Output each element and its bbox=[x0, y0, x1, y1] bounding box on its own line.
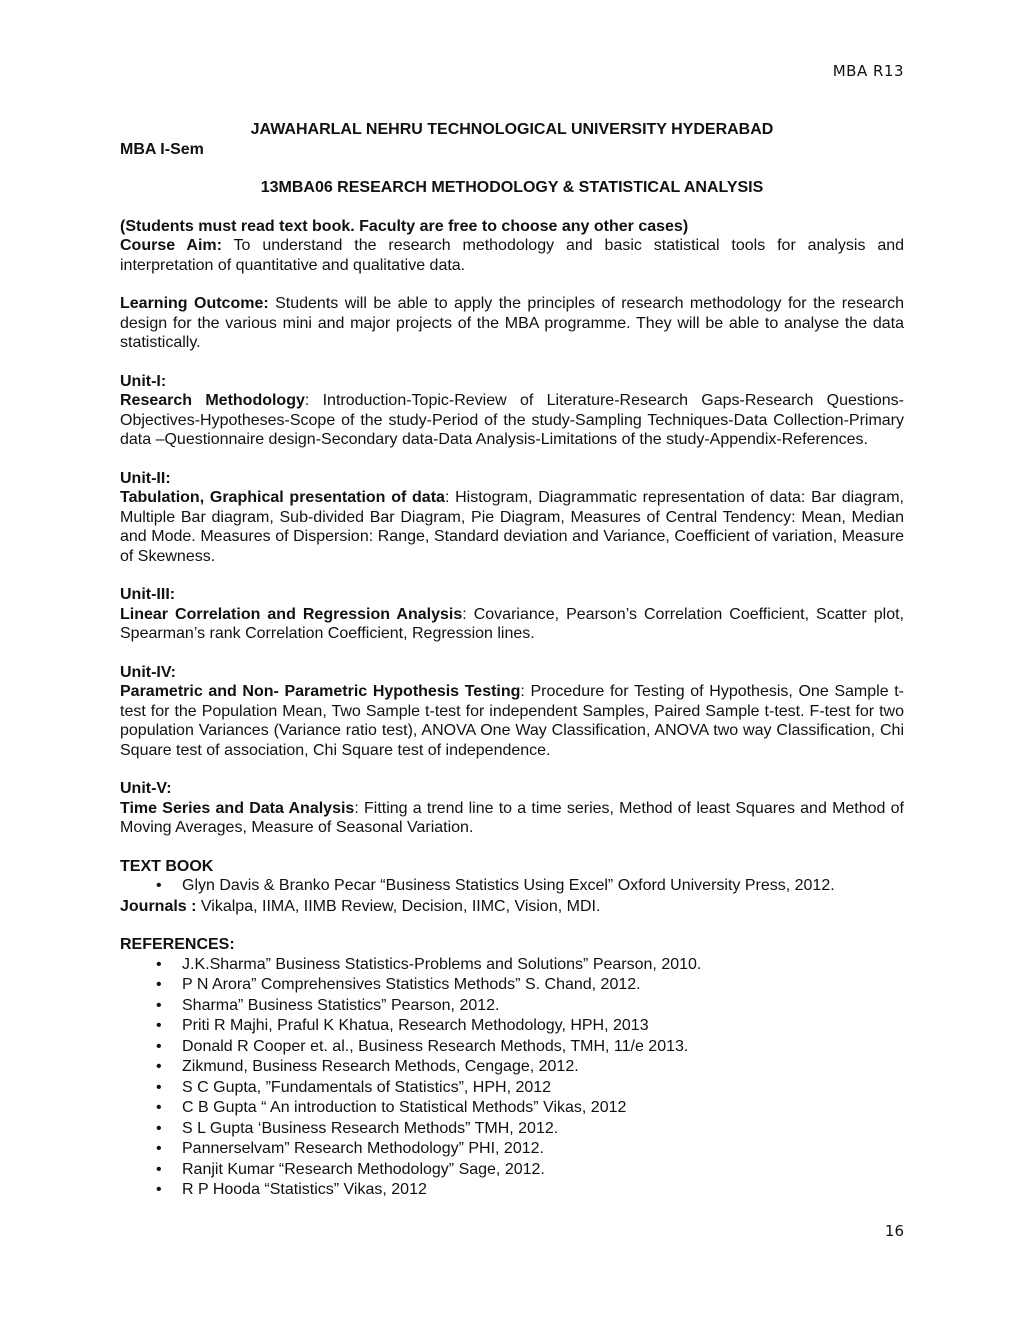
course-aim-text: To understand the research methodology and basic statistical tools for analysis and interpretation of quantitative and qualitative data. bbox=[120, 237, 905, 274]
page-number: 16 bbox=[884, 1222, 904, 1240]
reference-item: • P N Arora” Comprehensives Statistics Methods” S. Chand, 2012. bbox=[120, 975, 904, 996]
unit-4-title: Unit-IV: bbox=[120, 663, 176, 681]
unit-2-text: : Histogram, Diagrammatic representation of data: Bar diagram, Multiple Bar diagram, Sub-divided Bar Diagram, Pie Diagram, Measures of Central Tendency: Mean, Median and Mode. Measures of Dispersion: Range, Standard deviation and Variance, Coefficient of variation, Measure of Skewness. bbox=[120, 489, 904, 565]
references-list bbox=[120, 955, 904, 1201]
references-heading: REFERENCES: bbox=[120, 936, 235, 953]
course-aim-label: Course Aim: bbox=[120, 237, 222, 254]
unit-3-text: : Covariance, Pearson’s Correlation Coefficient, Scatter plot, Spearman’s rank Correlation Coefficient, Regression lines. bbox=[120, 605, 904, 642]
unit-1-text: : Introduction-Topic-Review of Literature-Research Gaps-Research Questions-Objectives-Hypotheses-Scope of the study-Period of the study-Sampling Techniques-Data Collection-Primary data –Questionnaire design-Secondary data-Data Analysis-Limitations of the study-Appendix-References. bbox=[120, 392, 904, 448]
unit-1-title: Unit-I: bbox=[120, 372, 167, 390]
reference-item: • Sharma” Business Statistics” Pearson, 2012. bbox=[120, 996, 904, 1017]
course-note: (Students must read text book. Faculty are free to choose any other cases) bbox=[120, 217, 689, 235]
unit-1-topic: Research Methodology bbox=[120, 392, 305, 409]
reference-item: • J.K.Sharma” Business Statistics-Problems and Solutions” Pearson, 2010. bbox=[120, 955, 904, 976]
unit-4-description bbox=[120, 682, 904, 760]
text-book-item: • Glyn Davis & Branko Pecar “Business Statistics Using Excel” Oxford University Press, 2012. bbox=[120, 876, 904, 897]
learning-outcome-label: Learning Outcome: bbox=[120, 295, 269, 312]
reference-item: • Zikmund, Business Research Methods, Cengage, 2012. bbox=[120, 1057, 904, 1078]
unit-2-description bbox=[120, 488, 904, 566]
reference-item: • C B Gupta “ An introduction to Statistical Methods” Vikas, 2012 bbox=[120, 1098, 904, 1119]
semester-label: MBA I-Sem bbox=[120, 140, 204, 158]
reference-item: • Donald R Cooper et. al., Business Research Methods, TMH, 11/e 2013. bbox=[120, 1037, 904, 1058]
unit-5-title: Unit-V: bbox=[120, 780, 172, 797]
reference-item: • Priti R Majhi, Praful K Khatua, Research Methodology, HPH, 2013 bbox=[120, 1016, 904, 1037]
university-name: JAWAHARLAL NEHRU TECHNOLOGICAL UNIVERSITY HYDERABAD bbox=[250, 121, 774, 138]
unit-5-description bbox=[120, 799, 904, 838]
learning-outcome-text: Students will be able to apply the principles of research methodology for the research design for the various mini and major projects of the MBA programme. They will be able to analyse the data statistically. bbox=[120, 295, 904, 351]
unit-3-title: Unit-III: bbox=[120, 586, 176, 603]
course-title: 13MBA06 RESEARCH METHODOLOGY & STATISTICAL ANALYSIS bbox=[260, 179, 764, 196]
unit-2-title: Unit-II: bbox=[120, 469, 171, 487]
unit-5-text: : Fitting a trend line to a time series, Method of least Squares and Method of Moving Averages, Measure of Seasonal Variation. bbox=[120, 799, 905, 836]
reference-item: • Pannerselvam” Research Methodology” PHI, 2012. bbox=[120, 1139, 904, 1160]
syllabus-content bbox=[120, 120, 904, 1201]
unit-2-topic: Tabulation, Graphical presentation of data bbox=[120, 489, 445, 506]
journals-label: Journals : bbox=[120, 897, 197, 915]
unit-4-text: : Procedure for Testing of Hypothesis, One Sample t-test for the Population Mean, Two Sample t-test for independent Samples, Paired Sample t-test. F-test for two population Variances (Variance ratio test), ANOVA One Way Classification, ANOVA two way Classification, Chi Square test of association, Chi Square test of independence. bbox=[120, 683, 905, 759]
unit-3-description bbox=[120, 605, 904, 644]
unit-3-topic: Linear Correlation and Regression Analysis bbox=[120, 605, 463, 623]
course-aim bbox=[120, 236, 904, 275]
reference-item: • S C Gupta, ”Fundamentals of Statistics”, HPH, 2012 bbox=[120, 1078, 904, 1099]
unit-1-description bbox=[120, 391, 904, 450]
reference-item: • S L Gupta ‘Business Research Methods” TMH, 2012. bbox=[120, 1119, 904, 1140]
learning-outcome bbox=[120, 294, 904, 353]
journals-text: Vikalpa, IIMA, IIMB Review, Decision, IIMC, Vision, MDI. bbox=[196, 897, 601, 915]
reference-item: • R P Hooda “Statistics” Vikas, 2012 bbox=[120, 1180, 904, 1201]
unit-4-topic: Parametric and Non- Parametric Hypothesis Testing bbox=[120, 683, 521, 700]
text-book-list bbox=[120, 876, 904, 897]
header-course-code: MBA R13 bbox=[832, 62, 904, 80]
reference-item: • Ranjit Kumar “Research Methodology” Sage, 2012. bbox=[120, 1160, 904, 1181]
journals bbox=[120, 897, 904, 917]
unit-5-topic: Time Series and Data Analysis bbox=[120, 799, 355, 817]
text-book-heading: TEXT BOOK bbox=[120, 857, 214, 875]
